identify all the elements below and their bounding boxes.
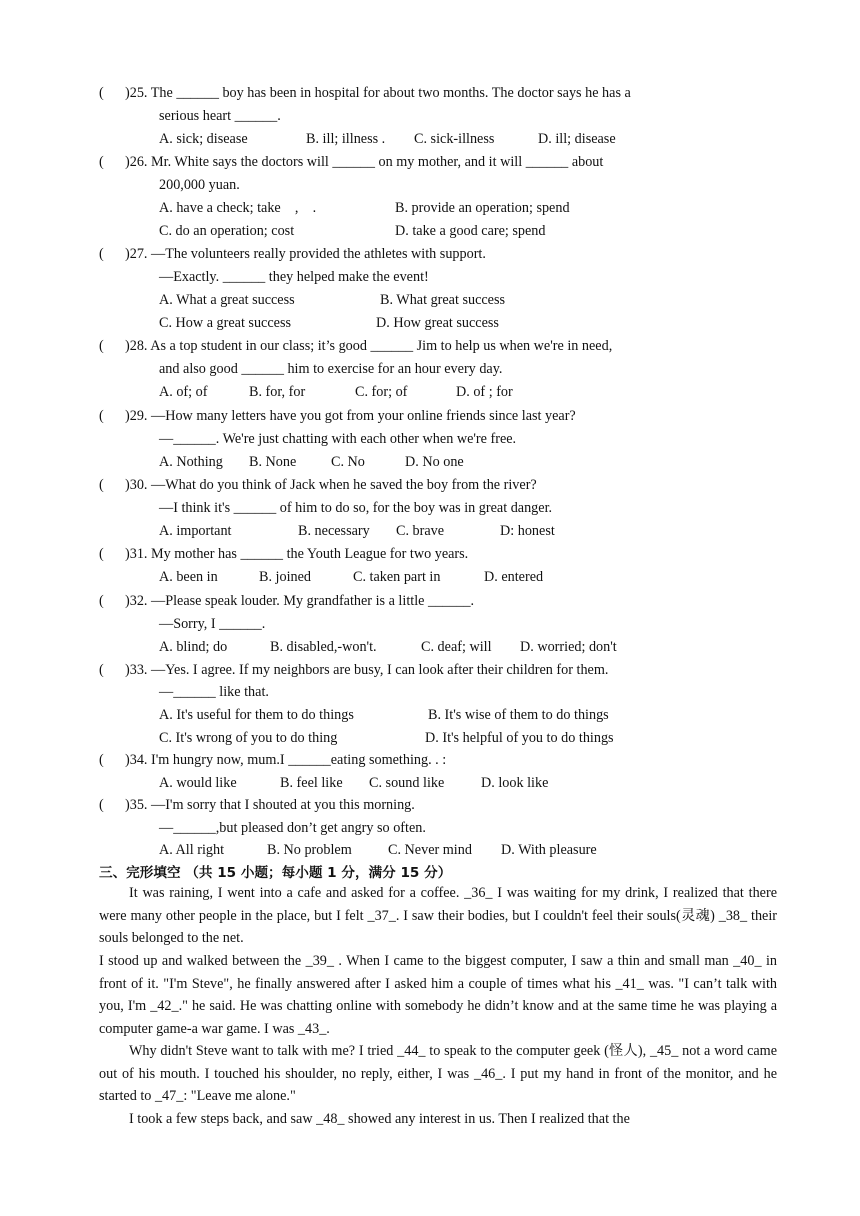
question-27-option-b: B. What great success <box>380 292 506 308</box>
question-27-option-d: D. How great success <box>376 315 499 331</box>
question-27-option-c: C. How a great success <box>159 315 291 331</box>
question-33-option-c: C. It's wrong of you to do thing <box>159 730 338 746</box>
passage-paragraph-1: It was raining, I went into a cafe and asked for a coffee. _36_ I was waiting for my drink, I realized that there were many other people in the place, but I felt _37_. I saw their bodies, but I couldn't feel their souls(灵魂) _38_ their souls belonged to the net. <box>99 885 777 947</box>
question-35-option-c: C. Never mind <box>388 842 472 858</box>
question-26-option-a: A. have a check; take , . <box>159 200 317 216</box>
question-35-option-a: A. All right <box>159 842 225 858</box>
question-29-option-b: B. None <box>249 454 297 470</box>
question-33-option-d: D. It's helpful of you to do things <box>425 730 614 746</box>
question-31-line-1: ( )31. My mother has ______ the Youth League for two years. <box>99 546 469 562</box>
question-32-line-2: —Sorry, I ______. <box>159 616 266 632</box>
question-25-option-c: C. sick-illness <box>414 131 495 147</box>
question-27-line-2: —Exactly. ______ they helped make the event! <box>159 269 429 285</box>
question-32-option-a: A. blind; do <box>159 639 228 655</box>
question-26-option-c: C. do an operation; cost <box>159 223 295 239</box>
question-26-line-1: ( )26. Mr. White says the doctors will ______ on my mother, and it will ______ about <box>99 154 604 170</box>
question-25-line-2: serious heart ______. <box>159 108 281 124</box>
question-26-line-2: 200,000 yuan. <box>159 177 240 193</box>
question-35-line-2: —______,but pleased don’t get angry so often. <box>159 820 426 836</box>
question-30-option-a: A. important <box>159 523 232 539</box>
question-30-option-b: B. necessary <box>298 523 370 539</box>
passage-paragraph-3: Why didn't Steve want to talk with me? I tried _44_ to speak to the computer geek (怪人), _45_ not a word came out of his mouth. I touched his shoulder, no reply, either, I was _46_. I put my hand in front of the monitor, and he started to _47_: "Leave me alone." <box>99 1043 777 1105</box>
question-31-option-d: D. entered <box>484 569 544 585</box>
question-33-line-2: —______ like that. <box>159 684 269 700</box>
question-26-option-b: B. provide an operation; spend <box>395 200 570 216</box>
question-29-option-d: D. No one <box>405 454 464 470</box>
question-32-line-1: ( )32. —Please speak louder. My grandfather is a little ______. <box>99 593 475 609</box>
question-31-option-b: B. joined <box>259 569 312 585</box>
question-29-line-2: —______. We're just chatting with each other when we're free. <box>159 431 517 447</box>
passage-paragraph-2: I stood up and walked between the _39_ . When I came to the biggest computer, I saw a thin and small man _40_ in front of it. "I'm Steve", he finally answered after I asked him a couple of times what his _41_ was. "I can’t talk with you, I'm _42_." he said. He was chatting online with somebody he didn’t know and at the same time he was playing a computer game-a war game. I was _43_. <box>99 953 777 1037</box>
question-34-option-d: D. look like <box>481 775 549 791</box>
question-27-option-a: A. What a great success <box>159 292 295 308</box>
question-25-option-d: D. ill; disease <box>538 131 616 147</box>
question-33-option-b: B. It's wise of them to do things <box>428 707 609 723</box>
question-34-option-c: C. sound like <box>369 775 445 791</box>
section-heading: 三、完形填空 （共 15 小题；每小题 1 分，满分 15 分） <box>99 865 452 881</box>
question-28-option-a: A. of; of <box>159 384 208 400</box>
question-25-line-1: ( )25. The ______ boy has been in hospital for about two months. The doctor says he has a <box>99 85 631 101</box>
question-28-line-1: ( )28. As a top student in our class; it’s good ______ Jim to help us when we're in need, <box>99 338 613 354</box>
question-28-option-d: D. of ; for <box>456 384 513 400</box>
question-31-option-c: C. taken part in <box>353 569 441 585</box>
question-32-option-c: C. deaf; will <box>421 639 492 655</box>
question-33-line-1: ( )33. —Yes. I agree. If my neighbors are busy, I can look after their children for them. <box>99 662 609 678</box>
question-25-option-b: B. ill; illness . <box>306 131 386 147</box>
question-35-option-d: D. With pleasure <box>501 842 597 858</box>
question-32-option-d: D. worried; don't <box>520 639 617 655</box>
question-33-option-a: A. It's useful for them to do things <box>159 707 354 723</box>
question-34-option-a: A. would like <box>159 775 237 791</box>
question-35-line-1: ( )35. —I'm sorry that I shouted at you this morning. <box>99 797 415 813</box>
question-32-option-b: B. disabled,-won't. <box>270 639 377 655</box>
question-29-line-1: ( )29. —How many letters have you got from your online friends since last year? <box>99 408 576 424</box>
question-30-option-c: C. brave <box>396 523 445 539</box>
question-30-option-d: D: honest <box>500 523 555 539</box>
question-25-option-a: A. sick; disease <box>159 131 248 147</box>
passage-paragraph-4: I took a few steps back, and saw _48_ showed any interest in us. Then I realized that the <box>129 1111 630 1127</box>
question-28-line-2: and also good ______ him to exercise for an hour every day. <box>159 361 503 377</box>
question-27-line-1: ( )27. —The volunteers really provided the athletes with support. <box>99 246 486 262</box>
question-28-option-b: B. for, for <box>249 384 306 400</box>
question-29-option-a: A. Nothing <box>159 454 223 470</box>
question-26-option-d: D. take a good care; spend <box>395 223 546 239</box>
question-29-option-c: C. No <box>331 454 365 470</box>
question-30-line-1: ( )30. —What do you think of Jack when he saved the boy from the river? <box>99 477 537 493</box>
question-28-option-c: C. for; of <box>355 384 408 400</box>
question-34-line-1: ( )34. I'm hungry now, mum.I ______eating something. . : <box>99 752 447 768</box>
question-35-option-b: B. No problem <box>267 842 352 858</box>
question-34-option-b: B. feel like <box>280 775 343 791</box>
question-30-line-2: —I think it's ______ of him to do so, for the boy was in great danger. <box>159 500 553 516</box>
question-31-option-a: A. been in <box>159 569 218 585</box>
